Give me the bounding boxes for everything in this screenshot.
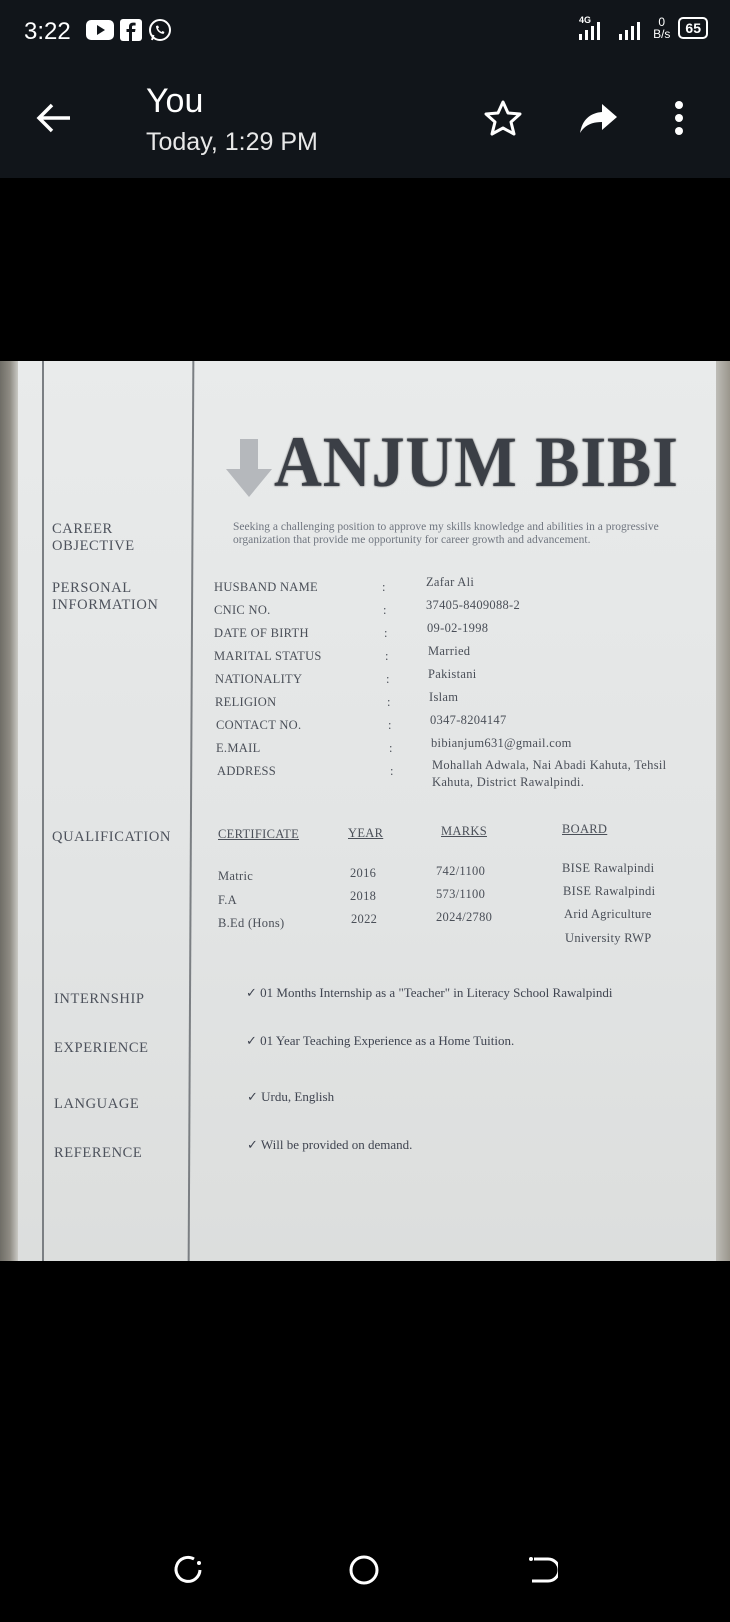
star-icon[interactable] bbox=[484, 100, 522, 136]
table-cell: Arid Agriculture bbox=[564, 907, 652, 921]
table-header: MARKS bbox=[441, 824, 487, 838]
table-cell: B.Ed (Hons) bbox=[218, 916, 285, 930]
info-colon: : bbox=[382, 580, 386, 594]
table-cell: BISE Rawalpindi bbox=[563, 884, 656, 898]
network-speed-unit: B/s bbox=[653, 27, 671, 41]
table-cell: BISE Rawalpindi bbox=[562, 861, 655, 875]
down-arrow-icon bbox=[226, 439, 272, 499]
table-cell: 2022 bbox=[351, 912, 378, 926]
divider-line bbox=[188, 361, 195, 1261]
table-cell: University RWP bbox=[565, 931, 652, 945]
experience-text: 01 Year Teaching Experience as a Home Tuition. bbox=[260, 1033, 515, 1048]
section-internship: INTERNSHIP bbox=[54, 991, 145, 1007]
back-nav-icon[interactable] bbox=[526, 1554, 558, 1586]
image-viewer-photo[interactable] bbox=[0, 361, 730, 1261]
internship-item bbox=[246, 985, 612, 1001]
more-options-icon[interactable] bbox=[674, 100, 684, 136]
info-colon: : bbox=[384, 626, 388, 640]
info-value: Pakistani bbox=[428, 667, 477, 681]
info-colon: : bbox=[385, 649, 389, 663]
info-value: Kahuta, District Rawalpindi. bbox=[432, 775, 585, 789]
table-header: BOARD bbox=[562, 822, 608, 836]
internship-text: 01 Months Internship as a "Teacher" in Literacy School Rawalpindi bbox=[260, 985, 613, 1000]
table-cell: 2018 bbox=[350, 889, 377, 903]
info-value: Islam bbox=[429, 690, 459, 704]
info-value: Zafar Ali bbox=[426, 575, 475, 589]
info-label: E.MAIL bbox=[216, 741, 261, 755]
svg-text:4G: 4G bbox=[579, 15, 592, 25]
reference-text: Will be provided on demand. bbox=[260, 1137, 413, 1152]
info-colon: : bbox=[387, 695, 391, 709]
section-label: OBJECTIVE bbox=[52, 538, 135, 554]
table-cell: Matric bbox=[218, 869, 254, 883]
forward-icon[interactable] bbox=[578, 102, 618, 134]
youtube-icon bbox=[86, 19, 114, 41]
signal-4g-icon bbox=[577, 14, 609, 42]
table-cell: F.A bbox=[218, 893, 238, 907]
info-value: Married bbox=[428, 644, 471, 658]
check-icon: ✓ bbox=[246, 1033, 257, 1048]
info-label: ADDRESS bbox=[217, 764, 277, 778]
info-value: 37405-8409088-2 bbox=[426, 598, 521, 612]
info-label: MARITAL STATUS bbox=[214, 649, 322, 663]
app-bar bbox=[0, 66, 730, 178]
home-icon[interactable] bbox=[348, 1554, 380, 1586]
table-cell: 2016 bbox=[350, 866, 377, 880]
status-time: 3:22 bbox=[24, 18, 71, 45]
facebook-icon bbox=[120, 19, 142, 41]
info-value: 09-02-1998 bbox=[427, 621, 489, 635]
status-bar bbox=[0, 0, 730, 66]
info-label: DATE OF BIRTH bbox=[214, 626, 309, 640]
table-cell: 742/1100 bbox=[436, 864, 486, 878]
back-arrow-icon[interactable] bbox=[36, 102, 72, 134]
section-language: LANGUAGE bbox=[54, 1096, 140, 1112]
navigation-bar bbox=[0, 1540, 730, 1622]
check-icon: ✓ bbox=[247, 1137, 258, 1152]
info-colon: : bbox=[390, 764, 394, 778]
info-label: HUSBAND NAME bbox=[214, 580, 318, 594]
section-personal-information bbox=[52, 580, 159, 614]
info-label: CNIC NO. bbox=[214, 603, 271, 617]
info-value: bibianjum631@gmail.com bbox=[431, 736, 572, 750]
info-label: RELIGION bbox=[215, 695, 277, 709]
info-colon: : bbox=[388, 718, 392, 732]
language-text: Urdu, English bbox=[261, 1089, 335, 1104]
experience-item bbox=[246, 1033, 514, 1049]
info-label: NATIONALITY bbox=[215, 672, 303, 686]
section-career-objective bbox=[52, 521, 135, 555]
info-colon: : bbox=[389, 741, 393, 755]
table-header: YEAR bbox=[348, 826, 384, 840]
section-reference: REFERENCE bbox=[54, 1145, 143, 1161]
margin-line bbox=[42, 361, 44, 1261]
section-experience: EXPERIENCE bbox=[54, 1040, 149, 1056]
battery-indicator: 65 bbox=[678, 17, 708, 39]
check-icon: ✓ bbox=[246, 985, 257, 1000]
sender-name: You bbox=[146, 82, 204, 120]
table-cell: 2024/2780 bbox=[436, 910, 493, 924]
recent-apps-icon[interactable] bbox=[172, 1554, 204, 1586]
table-cell: 573/1100 bbox=[436, 887, 486, 901]
whatsapp-icon bbox=[148, 18, 172, 42]
signal-icon bbox=[617, 14, 645, 42]
section-label: PERSONAL bbox=[52, 580, 132, 596]
check-icon: ✓ bbox=[247, 1089, 258, 1104]
section-label: CAREER bbox=[52, 521, 113, 537]
resume-name: ANJUM BIBI bbox=[274, 422, 679, 502]
info-colon: : bbox=[386, 672, 390, 686]
system-status bbox=[577, 14, 708, 42]
resume-sheet bbox=[18, 361, 716, 1261]
notification-icons bbox=[86, 18, 172, 42]
section-qualification: QUALIFICATION bbox=[52, 829, 171, 845]
section-label: INFORMATION bbox=[52, 597, 159, 613]
info-colon: : bbox=[383, 603, 387, 617]
table-header: CERTIFICATE bbox=[218, 827, 300, 841]
message-timestamp: Today, 1:29 PM bbox=[146, 128, 318, 156]
network-speed bbox=[653, 16, 670, 40]
network-speed-value: 0 bbox=[658, 15, 666, 29]
info-label: CONTACT NO. bbox=[216, 718, 302, 732]
reference-item bbox=[247, 1137, 412, 1153]
info-value: Mohallah Adwala, Nai Abadi Kahuta, Tehsil bbox=[432, 758, 667, 772]
info-value: 0347-8204147 bbox=[430, 713, 507, 727]
objective-text: Seeking a challenging position to approve my skills knowledge and abilities in a progressive organization that provide me opportunity for career growth and advancement. bbox=[233, 521, 659, 546]
language-item bbox=[247, 1089, 334, 1105]
